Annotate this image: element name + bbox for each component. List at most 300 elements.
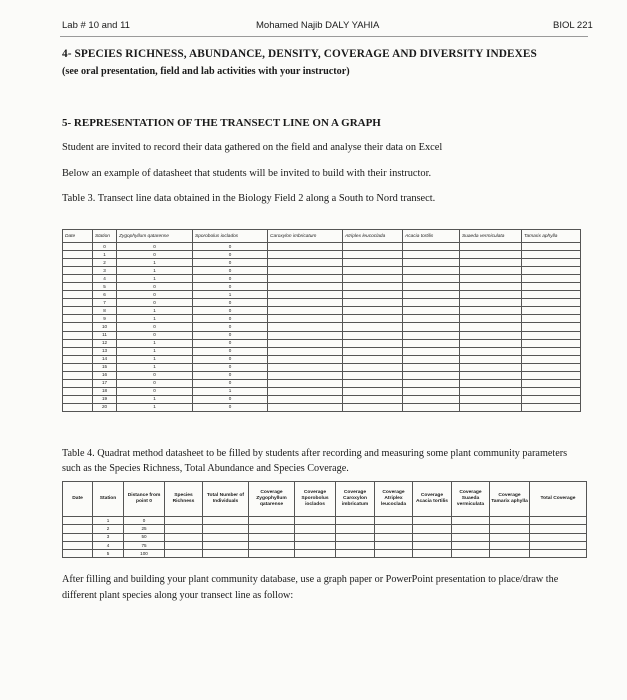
table-cell: 20: [93, 403, 117, 411]
table-cell: [490, 550, 530, 558]
header-divider: [60, 36, 588, 37]
table-cell: 19: [93, 395, 117, 403]
table-cell: [63, 363, 93, 371]
instruction-paragraph: After filling and building your plant community database, use a graph paper or PowerPoint presentation to place/draw the different plant species along your transect line as follow:: [62, 574, 559, 601]
table-cell: 1: [117, 259, 193, 267]
table4-header-cell: Species Richness: [165, 482, 203, 517]
table-row: [63, 291, 581, 299]
table-cell: [63, 283, 93, 291]
table-cell: [63, 371, 93, 379]
table3-header-cell: Suaeda vermiculata: [460, 230, 522, 243]
table-cell: 5: [93, 550, 124, 558]
table-cell: [403, 307, 460, 315]
table-cell: [63, 307, 93, 315]
table-cell: 0: [193, 243, 268, 251]
table-cell: 0: [193, 363, 268, 371]
table-cell: [295, 550, 336, 558]
table-cell: [268, 403, 343, 411]
table-cell: [522, 379, 581, 387]
table-cell: 0: [117, 299, 193, 307]
table4-header-cell: Total Coverage: [530, 482, 587, 517]
table4-header-cell: Coverage Caroxylon imbricatum: [336, 482, 375, 517]
table-cell: 0: [193, 347, 268, 355]
table-cell: [268, 395, 343, 403]
table-cell: [63, 275, 93, 283]
table-cell: [203, 550, 249, 558]
table-cell: [295, 533, 336, 541]
table3-header-cell: Atriplex leucoclada: [343, 230, 403, 243]
table-cell: [403, 355, 460, 363]
table-cell: [522, 243, 581, 251]
table-cell: [268, 243, 343, 251]
table-cell: 1: [193, 291, 268, 299]
table-cell: [343, 379, 403, 387]
table-row: [63, 533, 587, 541]
table-cell: [249, 533, 295, 541]
table-cell: [460, 259, 522, 267]
table-cell: [460, 315, 522, 323]
table-cell: [460, 307, 522, 315]
table-cell: [343, 363, 403, 371]
table-cell: [530, 525, 587, 533]
table-cell: 0: [117, 251, 193, 259]
table3-header-cell: Acacia tortilis: [403, 230, 460, 243]
table-cell: 0: [193, 331, 268, 339]
table-cell: 0: [193, 299, 268, 307]
table4-header-cell: Coverage Tamarix aphylla: [490, 482, 530, 517]
table4-header-cell: Coverage Atriplex leucoclada: [375, 482, 413, 517]
table-cell: 3: [93, 267, 117, 275]
table-cell: [452, 517, 490, 525]
table-cell: 0: [117, 243, 193, 251]
table-cell: [268, 379, 343, 387]
table-cell: [203, 533, 249, 541]
table-cell: [63, 331, 93, 339]
table-cell: [490, 517, 530, 525]
table-cell: [460, 395, 522, 403]
table-cell: [522, 395, 581, 403]
table-cell: [522, 323, 581, 331]
table-cell: [343, 395, 403, 403]
table-cell: 75: [124, 541, 165, 549]
table-cell: [268, 387, 343, 395]
table-cell: [343, 315, 403, 323]
header-course: BIOL 221: [553, 20, 593, 31]
table-cell: [403, 395, 460, 403]
table-cell: [63, 243, 93, 251]
table-cell: [63, 541, 93, 549]
table-cell: [403, 371, 460, 379]
table-cell: [530, 550, 587, 558]
table-cell: 0: [117, 379, 193, 387]
table-cell: [203, 525, 249, 533]
table-cell: [403, 363, 460, 371]
table-row: [63, 275, 581, 283]
table-cell: 1: [117, 315, 193, 323]
table-cell: [63, 315, 93, 323]
table-cell: [413, 525, 452, 533]
section-4-subtitle: (see oral presentation, field and lab activities with your instructor): [62, 66, 350, 77]
table-cell: [295, 517, 336, 525]
table-cell: [460, 355, 522, 363]
table-cell: [249, 525, 295, 533]
table-row: [63, 517, 587, 525]
table-cell: [343, 323, 403, 331]
table-cell: [63, 525, 93, 533]
table3-header-cell: Sporobolus ioclados: [193, 230, 268, 243]
table-cell: [343, 291, 403, 299]
table-cell: [460, 323, 522, 331]
table-cell: [295, 525, 336, 533]
table-cell: [522, 371, 581, 379]
table-cell: [268, 251, 343, 259]
table3-header-cell: Station: [93, 230, 117, 243]
table-cell: 4: [93, 275, 117, 283]
table-row: [63, 315, 581, 323]
table-cell: 0: [193, 339, 268, 347]
table-cell: 1: [117, 267, 193, 275]
table4-header-cell: Coverage Zygophyllum qatarense: [249, 482, 295, 517]
table-cell: [343, 259, 403, 267]
table-cell: 14: [93, 355, 117, 363]
table-cell: [336, 533, 375, 541]
table-cell: [336, 525, 375, 533]
table-cell: 0: [117, 283, 193, 291]
table-cell: [452, 541, 490, 549]
table-cell: [249, 541, 295, 549]
table-cell: 0: [193, 355, 268, 363]
table-cell: [522, 259, 581, 267]
table-cell: [295, 541, 336, 549]
table-cell: [63, 347, 93, 355]
table-cell: [403, 387, 460, 395]
table-cell: [268, 275, 343, 283]
table-cell: 10: [93, 323, 117, 331]
table-cell: [522, 283, 581, 291]
table4-header-cell: Station: [93, 482, 124, 517]
table-3-transect-data: [62, 229, 581, 412]
table-cell: [343, 307, 403, 315]
table-cell: [522, 267, 581, 275]
table-cell: [343, 267, 403, 275]
table-cell: [522, 403, 581, 411]
table-cell: 0: [117, 291, 193, 299]
table-row: [63, 363, 581, 371]
table-cell: [63, 355, 93, 363]
table-cell: 12: [93, 339, 117, 347]
table-cell: [268, 283, 343, 291]
table3-header-cell: Date: [63, 230, 93, 243]
table-cell: [343, 339, 403, 347]
table-cell: [522, 347, 581, 355]
table-cell: [403, 275, 460, 283]
table3-header-cell: Caroxylon imbricatum: [268, 230, 343, 243]
table-cell: 0: [117, 371, 193, 379]
table3-header-cell: Tamarix aphylla: [522, 230, 581, 243]
table-cell: [268, 307, 343, 315]
table-row: [63, 347, 581, 355]
table-cell: 0: [117, 331, 193, 339]
table-4-caption: Table 4. Quadrat method datasheet to be filled by students after recording and measuring some plant community parameters such as the Species Richness, Total Abundance and Species Coverage.: [62, 448, 568, 474]
table-cell: 0: [193, 371, 268, 379]
table-cell: 100: [124, 550, 165, 558]
table-row: [63, 403, 581, 411]
table-cell: [403, 291, 460, 299]
table-cell: 0: [193, 267, 268, 275]
table-cell: [375, 541, 413, 549]
table-cell: [403, 299, 460, 307]
table-cell: 2: [93, 525, 124, 533]
table-cell: 16: [93, 371, 117, 379]
table-cell: [268, 315, 343, 323]
table-row: [63, 387, 581, 395]
table-cell: [403, 331, 460, 339]
table-cell: [343, 283, 403, 291]
table-cell: [336, 517, 375, 525]
table-cell: [268, 291, 343, 299]
table-row: [63, 331, 581, 339]
table-cell: [530, 533, 587, 541]
table-cell: [63, 379, 93, 387]
section-5-title: 5- REPRESENTATION OF THE TRANSECT LINE ON A GRAPH: [62, 117, 381, 129]
table-cell: 3: [93, 533, 124, 541]
table-cell: 0: [193, 315, 268, 323]
table-cell: [522, 387, 581, 395]
table-cell: [530, 541, 587, 549]
table-row: [63, 299, 581, 307]
table-cell: [530, 517, 587, 525]
table-cell: 1: [117, 347, 193, 355]
table-cell: [375, 550, 413, 558]
table-cell: [203, 517, 249, 525]
table-cell: 15: [93, 363, 117, 371]
table-cell: [460, 283, 522, 291]
table-row: [63, 525, 587, 533]
table-cell: 1: [93, 251, 117, 259]
table-cell: [343, 275, 403, 283]
table-cell: [452, 550, 490, 558]
table-row: [63, 379, 581, 387]
table-cell: [522, 307, 581, 315]
table-cell: [460, 363, 522, 371]
table-cell: [63, 517, 93, 525]
table-cell: [203, 541, 249, 549]
table-cell: [268, 347, 343, 355]
table-cell: 0: [193, 251, 268, 259]
table-cell: 11: [93, 331, 117, 339]
table-cell: [343, 243, 403, 251]
table4-header-cell: Coverage Acacia tortilis: [413, 482, 452, 517]
table-row: [63, 267, 581, 275]
table-cell: 0: [193, 379, 268, 387]
table-cell: [268, 267, 343, 275]
table-cell: [413, 533, 452, 541]
section-4-title: 4- SPECIES RICHNESS, ABUNDANCE, DENSITY, COVERAGE AND DIVERSITY INDEXES: [62, 48, 537, 60]
table-cell: 0: [193, 275, 268, 283]
table-cell: 17: [93, 379, 117, 387]
table-cell: [165, 541, 203, 549]
table-cell: [403, 259, 460, 267]
table-cell: [490, 533, 530, 541]
table-cell: [375, 525, 413, 533]
table-cell: 1: [117, 395, 193, 403]
table-cell: 1: [117, 355, 193, 363]
table-cell: [460, 387, 522, 395]
table-cell: [63, 251, 93, 259]
table-cell: [165, 517, 203, 525]
table-cell: [522, 291, 581, 299]
table-cell: [268, 363, 343, 371]
table-cell: [403, 339, 460, 347]
table-cell: [249, 550, 295, 558]
table-cell: [460, 291, 522, 299]
table-cell: [403, 379, 460, 387]
table-cell: [522, 363, 581, 371]
table-3-caption: Table 3. Transect line data obtained in the Biology Field 2 along a South to Nord transect.: [62, 193, 436, 204]
table-cell: [403, 243, 460, 251]
table-row: [63, 371, 581, 379]
table-cell: [343, 299, 403, 307]
table-cell: 1: [93, 517, 124, 525]
table-cell: [403, 283, 460, 291]
table-row: [63, 283, 581, 291]
table-cell: [268, 355, 343, 363]
table-cell: 0: [124, 517, 165, 525]
table-cell: [460, 275, 522, 283]
table-cell: [460, 379, 522, 387]
table-cell: [63, 387, 93, 395]
table-cell: [403, 315, 460, 323]
table4-header-cell: Total Number of Individuals: [203, 482, 249, 517]
table-cell: [63, 299, 93, 307]
table-cell: 0: [193, 283, 268, 291]
table3-header-cell: Zygophyllum qatarense: [117, 230, 193, 243]
table-cell: 6: [93, 291, 117, 299]
table-cell: [268, 371, 343, 379]
table-cell: [63, 395, 93, 403]
table-cell: 0: [117, 387, 193, 395]
table-cell: [460, 299, 522, 307]
table-cell: 18: [93, 387, 117, 395]
table-cell: [460, 339, 522, 347]
table-cell: [490, 525, 530, 533]
table-cell: [268, 331, 343, 339]
table-cell: [343, 251, 403, 259]
table-cell: [375, 517, 413, 525]
table-cell: [522, 315, 581, 323]
table-cell: [403, 267, 460, 275]
table-cell: [165, 550, 203, 558]
table-cell: 25: [124, 525, 165, 533]
table-cell: [343, 331, 403, 339]
table-cell: [165, 525, 203, 533]
table-row: [63, 259, 581, 267]
table-cell: 1: [117, 307, 193, 315]
table-cell: 1: [117, 339, 193, 347]
table-cell: 7: [93, 299, 117, 307]
table-cell: 1: [117, 363, 193, 371]
table-cell: [460, 267, 522, 275]
table-cell: [460, 347, 522, 355]
table-cell: [63, 403, 93, 411]
table-cell: 9: [93, 315, 117, 323]
table4-header-cell: Coverage Suaeda vermiculata: [452, 482, 490, 517]
section-5-paragraph-1: Student are invited to record their data gathered on the field and analyse their data on Excel: [62, 142, 443, 153]
table-cell: [63, 291, 93, 299]
table-cell: [336, 541, 375, 549]
table-cell: [343, 371, 403, 379]
table-cell: 1: [193, 387, 268, 395]
table-cell: [336, 550, 375, 558]
table-row: [63, 243, 581, 251]
table-cell: 0: [193, 403, 268, 411]
table-cell: [403, 347, 460, 355]
table-cell: [403, 251, 460, 259]
table-cell: [413, 550, 452, 558]
table-cell: [343, 347, 403, 355]
table-cell: 0: [193, 323, 268, 331]
table-cell: [343, 403, 403, 411]
table-cell: 1: [117, 403, 193, 411]
table-row: [63, 550, 587, 558]
table-cell: [460, 331, 522, 339]
table-cell: 8: [93, 307, 117, 315]
table-cell: 2: [93, 259, 117, 267]
table-cell: [63, 259, 93, 267]
table-4-quadrat-datasheet: [62, 481, 587, 558]
table-cell: [522, 339, 581, 347]
table-cell: [63, 550, 93, 558]
table4-header-cell: Distance from point 0: [124, 482, 165, 517]
table-cell: 0: [193, 259, 268, 267]
table-cell: 5: [93, 283, 117, 291]
table-cell: [249, 517, 295, 525]
table-cell: [165, 533, 203, 541]
table-cell: [522, 299, 581, 307]
table-cell: 13: [93, 347, 117, 355]
table-cell: 50: [124, 533, 165, 541]
section-5-paragraph-2: Below an example of datasheet that students will be invited to build with their instructor.: [62, 168, 432, 179]
header-lab: Lab # 10 and 11: [62, 20, 130, 31]
table4-header-cell: Date: [63, 482, 93, 517]
table-cell: [63, 323, 93, 331]
table-cell: [460, 251, 522, 259]
table-cell: [522, 251, 581, 259]
table-cell: 0: [117, 323, 193, 331]
table-cell: [522, 355, 581, 363]
table-cell: [268, 259, 343, 267]
table-cell: 0: [93, 243, 117, 251]
table-row: [63, 251, 581, 259]
table-cell: 0: [193, 307, 268, 315]
table-row: [63, 355, 581, 363]
table-cell: [452, 525, 490, 533]
table-cell: [403, 403, 460, 411]
table-row: [63, 541, 587, 549]
table-cell: [490, 541, 530, 549]
table-cell: [268, 299, 343, 307]
table-cell: [460, 371, 522, 379]
table-cell: [375, 533, 413, 541]
table-cell: 1: [117, 275, 193, 283]
table-cell: [63, 533, 93, 541]
table-cell: [63, 267, 93, 275]
table-cell: [343, 355, 403, 363]
table-cell: [403, 323, 460, 331]
table-cell: [268, 339, 343, 347]
table-row: [63, 323, 581, 331]
table-cell: [522, 331, 581, 339]
